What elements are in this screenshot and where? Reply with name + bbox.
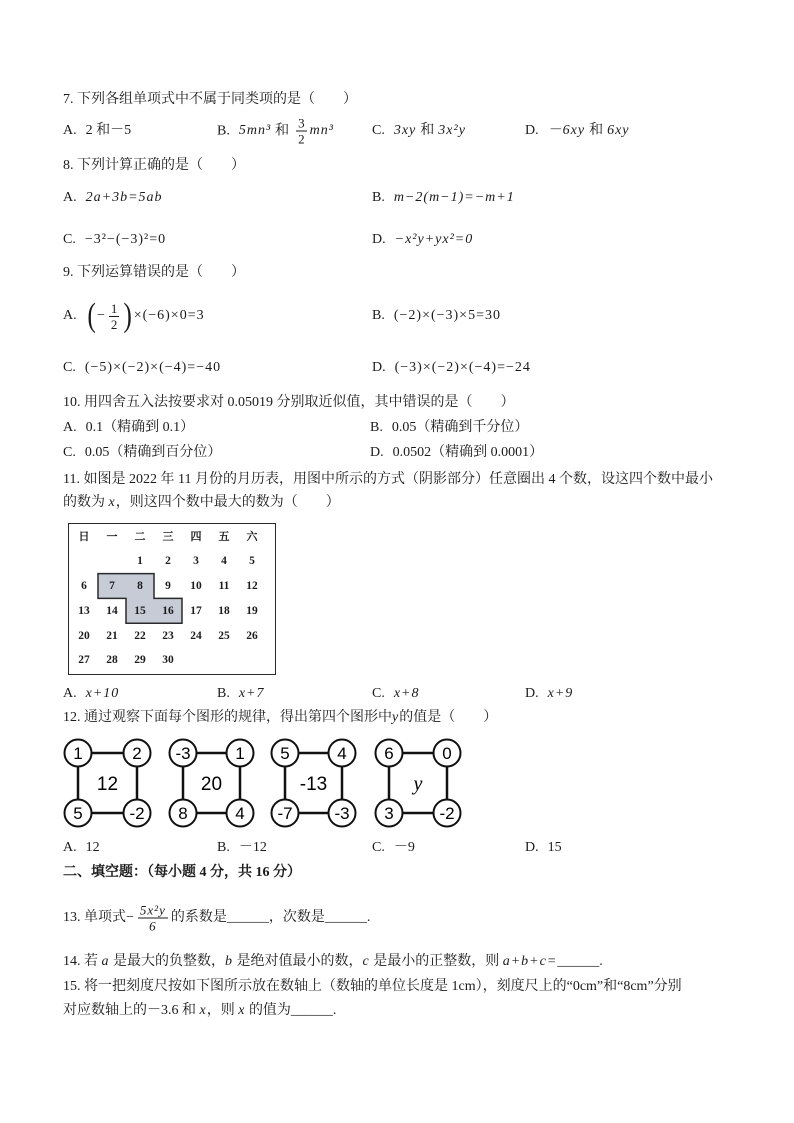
fraction-numerator: 1 xyxy=(110,300,118,316)
fraction xyxy=(138,903,168,934)
stem-text: ，则这四个数中最大的数为（ ） xyxy=(115,495,340,510)
option-label: D. xyxy=(525,840,539,855)
fraction-numerator: 5x²y xyxy=(139,902,166,918)
variable-y: y xyxy=(392,710,400,725)
calendar-day: 6 xyxy=(81,579,87,592)
option-label: A. xyxy=(63,420,77,435)
q11-option-c xyxy=(372,684,420,704)
variable-a: a xyxy=(101,954,110,969)
corner-number: 4 xyxy=(337,744,347,763)
calendar-day: 1 xyxy=(137,555,143,568)
option-expr-1: 3xy xyxy=(393,123,417,138)
corner-number: 2 xyxy=(132,744,142,763)
q7-option-b xyxy=(217,116,334,147)
q10-option-a xyxy=(63,418,194,438)
option-conj: 和 xyxy=(589,123,604,138)
q8-option-c xyxy=(63,230,166,250)
option-label: A. xyxy=(63,840,77,855)
calendar-day-shaded: 8 xyxy=(126,574,154,599)
option-expr: m−2(m−1)=−m+1 xyxy=(393,190,515,205)
q12-option-b xyxy=(217,838,267,858)
q15-stem-line2 xyxy=(63,1001,336,1021)
pattern-figures xyxy=(0,738,480,830)
option-label: D. xyxy=(370,445,384,460)
calendar-day: 27 xyxy=(78,654,90,667)
calendar-day: 18 xyxy=(218,604,230,617)
stem-text: 是最小的正整数，则 xyxy=(369,954,503,969)
stem-text: 是绝对值最小的数， xyxy=(233,954,363,969)
q10-option-d xyxy=(370,443,543,463)
sum-expr: a+b+c= xyxy=(502,954,558,969)
figure-1 xyxy=(65,740,151,827)
big-right-paren: ) xyxy=(123,297,133,334)
option-label: D. xyxy=(372,232,386,247)
option-text: 0.05（精确到百分位） xyxy=(84,445,222,460)
calendar-header: 二 xyxy=(134,531,146,544)
q8-option-d xyxy=(372,230,473,250)
variable-x: x xyxy=(238,1003,246,1018)
option-label: B. xyxy=(217,686,230,701)
calendar-day: 11 xyxy=(218,579,230,592)
variable-b: b xyxy=(225,954,233,969)
figure-2 xyxy=(170,740,254,827)
option-text: 0.05（精确到千分位） xyxy=(391,420,529,435)
corner-number: 5 xyxy=(73,804,83,823)
calendar-day: 9 xyxy=(165,579,171,592)
option-text: 12 xyxy=(85,840,100,855)
option-text: 15 xyxy=(547,840,562,855)
fraction-denominator: 6 xyxy=(149,918,157,934)
corner-number: -2 xyxy=(439,804,455,823)
q12-option-c xyxy=(372,838,415,858)
q10-stem: 10. 用四舍五入法按要求对 0.05019 分别取近似值，其中错误的是（ ） xyxy=(63,395,515,410)
calendar-day: 26 xyxy=(246,629,258,642)
section-title: 二、填空题：（每小题 4 分，共 16 分） xyxy=(63,865,301,880)
stem-text: 的系数是______，次数是______. xyxy=(170,910,371,926)
stem-text: 12. 通过观察下面每个图形的规律，得出第四个图形中 xyxy=(63,710,392,725)
center-number: 20 xyxy=(200,774,223,795)
option-expr: (−5)×(−2)×(−4)=−40 xyxy=(84,360,222,375)
option-label: B. xyxy=(217,840,230,855)
q12-option-a xyxy=(63,838,100,858)
option-expr-1: 5mn³ xyxy=(238,123,272,139)
corner-number: 0 xyxy=(442,744,452,763)
variable-c: c xyxy=(362,954,370,969)
corner-number: -7 xyxy=(277,804,293,823)
corner-number: 8 xyxy=(178,804,188,823)
option-label: B. xyxy=(372,308,385,323)
option-label: C. xyxy=(372,840,385,855)
figure-4 xyxy=(376,740,461,827)
q9-option-b xyxy=(372,306,501,326)
calendar-header: 五 xyxy=(218,531,230,544)
option-expr: ×(−6)×0=3 xyxy=(133,308,205,324)
q12-stem xyxy=(63,708,497,728)
stem-text: 14. 若 xyxy=(63,954,102,969)
q7-option-d xyxy=(525,121,630,141)
option-label: C. xyxy=(372,123,385,138)
fraction-numerator: 3 xyxy=(298,115,305,131)
calendar-day: 5 xyxy=(249,555,255,568)
minus-sign: − xyxy=(126,910,135,926)
q11-option-a xyxy=(63,684,119,704)
center-number: -13 xyxy=(299,774,328,795)
calendar-day: 30 xyxy=(162,654,174,667)
q12-option-d xyxy=(525,838,562,858)
option-label: D. xyxy=(372,360,386,375)
q9-option-c xyxy=(63,358,221,378)
stem-text: ，则 xyxy=(206,1003,239,1018)
option-label: C. xyxy=(63,232,76,247)
minus-sign: − xyxy=(96,308,106,324)
calendar-day: 23 xyxy=(162,629,174,642)
option-expr: x+7 xyxy=(238,686,265,701)
option-label: A. xyxy=(63,308,77,324)
option-expr: 2a+3b=5ab xyxy=(85,190,163,205)
calendar-header: 一 xyxy=(106,531,118,544)
option-expr-1: －6xy xyxy=(547,123,586,138)
option-expr: x+10 xyxy=(85,686,120,701)
option-text: 2 和－5 xyxy=(85,123,132,138)
option-label: D. xyxy=(525,686,539,701)
calendar-header: 三 xyxy=(162,531,174,544)
corner-number: 6 xyxy=(384,744,394,763)
q10-option-b xyxy=(370,418,528,438)
q11-stem-line2 xyxy=(63,493,340,513)
stem-text: 对应数轴上的－3.6 和 xyxy=(63,1003,200,1018)
q11-option-b xyxy=(217,684,265,704)
option-text: 0.0502（精确到 0.0001） xyxy=(392,445,544,460)
q8-option-a xyxy=(63,188,163,208)
calendar-header: 四 xyxy=(190,531,202,544)
q13-stem xyxy=(63,903,370,934)
calendar-day: 24 xyxy=(190,629,202,642)
stem-text: 13. 单项式 xyxy=(63,910,126,926)
q11-stem-line1: 11. 如图是 2022 年 11 月份的月历表，用图中所示的方式（阴影部分）任意圈出 4 个数，设这四个数中最小 xyxy=(63,472,713,487)
calendar-day: 3 xyxy=(193,555,199,568)
corner-number: 4 xyxy=(235,804,245,823)
option-label: A. xyxy=(63,190,77,205)
option-conj: 和 xyxy=(420,123,435,138)
option-expr-2: mn³ xyxy=(309,123,334,139)
variable-x: x xyxy=(199,1003,207,1018)
option-label: A. xyxy=(63,686,77,701)
big-left-paren: ( xyxy=(87,297,96,334)
calendar-day: 19 xyxy=(246,604,258,617)
calendar-day: 12 xyxy=(246,579,258,592)
option-label: C. xyxy=(63,360,76,375)
stem-text: 是最大的负整数， xyxy=(109,954,225,969)
calendar-day: 25 xyxy=(218,629,230,642)
q7-option-a xyxy=(63,121,131,141)
calendar-grid xyxy=(70,524,266,673)
stem-text: 的数为 xyxy=(63,495,109,510)
q7-stem: 7. 下列各组单项式中不属于同类项的是（ ） xyxy=(63,92,357,107)
calendar-header: 日 xyxy=(78,531,90,544)
calendar-day-shaded: 16 xyxy=(154,598,182,623)
calendar-header: 六 xyxy=(246,531,258,544)
option-label: B. xyxy=(217,123,230,139)
q8-stem: 8. 下列计算正确的是（ ） xyxy=(63,158,245,173)
calendar-day-shaded: 7 xyxy=(98,574,126,599)
calendar-day: 10 xyxy=(190,579,202,592)
calendar-day: 20 xyxy=(78,629,90,642)
option-expr: −3²−(−3)²=0 xyxy=(84,232,167,247)
option-label: A. xyxy=(63,123,77,138)
stem-text: 的值是（ ） xyxy=(399,710,498,725)
corner-number: -3 xyxy=(175,744,191,763)
option-conj: 和 xyxy=(275,123,290,139)
fraction xyxy=(296,116,307,147)
fraction-denominator: 2 xyxy=(110,316,118,332)
option-expr-2: 3x²y xyxy=(438,123,466,138)
q8-option-b xyxy=(372,188,515,208)
stem-text: 的值为______. xyxy=(245,1003,337,1018)
answer-blank: ______. xyxy=(557,954,603,969)
q9-option-d xyxy=(372,358,531,378)
center-number: 12 xyxy=(96,774,119,795)
calendar-day: 2 xyxy=(165,555,171,568)
option-expr: (−3)×(−2)×(−4)=−24 xyxy=(394,360,531,375)
option-expr: x+8 xyxy=(393,686,420,701)
corner-number: 1 xyxy=(235,744,245,763)
option-text: －9 xyxy=(393,840,415,855)
calendar-day: 4 xyxy=(221,555,227,568)
option-expr: −x²y+yx²=0 xyxy=(394,232,474,247)
corner-number: 3 xyxy=(384,804,394,823)
option-expr: (−2)×(−3)×5=30 xyxy=(393,308,501,323)
corner-number: 1 xyxy=(73,744,83,763)
option-label: C. xyxy=(63,445,76,460)
option-text: 0.1（精确到 0.1） xyxy=(85,420,195,435)
q9-stem: 9. 下列运算错误的是（ ） xyxy=(63,265,245,280)
fraction-denominator: 2 xyxy=(298,131,305,147)
option-label: B. xyxy=(372,190,385,205)
q10-option-c xyxy=(63,443,221,463)
calendar-day: 29 xyxy=(134,654,146,667)
fraction xyxy=(109,301,120,332)
calendar-day: 17 xyxy=(190,604,202,617)
q7-option-c xyxy=(372,121,466,141)
calendar-day: 21 xyxy=(106,629,118,642)
center-unknown-y: y xyxy=(413,773,423,795)
corner-number: -3 xyxy=(334,804,350,823)
calendar-day: 28 xyxy=(106,654,118,667)
q11-option-d xyxy=(525,684,573,704)
option-text: －12 xyxy=(238,840,267,855)
option-label: D. xyxy=(525,123,539,138)
option-label: C. xyxy=(372,686,385,701)
calendar-day: 13 xyxy=(78,604,90,617)
calendar-day: 14 xyxy=(106,604,118,617)
q15-stem-line1: 15. 将一把刻度尺按如下图所示放在数轴上（数轴的单位长度是 1cm），刻度尺上的“0cm”和“8cm”分别 xyxy=(63,979,682,994)
figure-3 xyxy=(272,740,356,827)
corner-number: -2 xyxy=(129,804,145,823)
q14-stem xyxy=(63,952,603,972)
calendar-day: 22 xyxy=(134,629,146,642)
option-expr: x+9 xyxy=(547,686,574,701)
variable-x: x xyxy=(108,495,116,510)
calendar-figure xyxy=(68,523,276,675)
q9-option-a xyxy=(63,299,205,333)
option-expr-2: 6xy xyxy=(607,123,630,138)
corner-number: 5 xyxy=(280,744,290,763)
option-label: B. xyxy=(370,420,383,435)
calendar-day-shaded: 15 xyxy=(126,598,154,623)
